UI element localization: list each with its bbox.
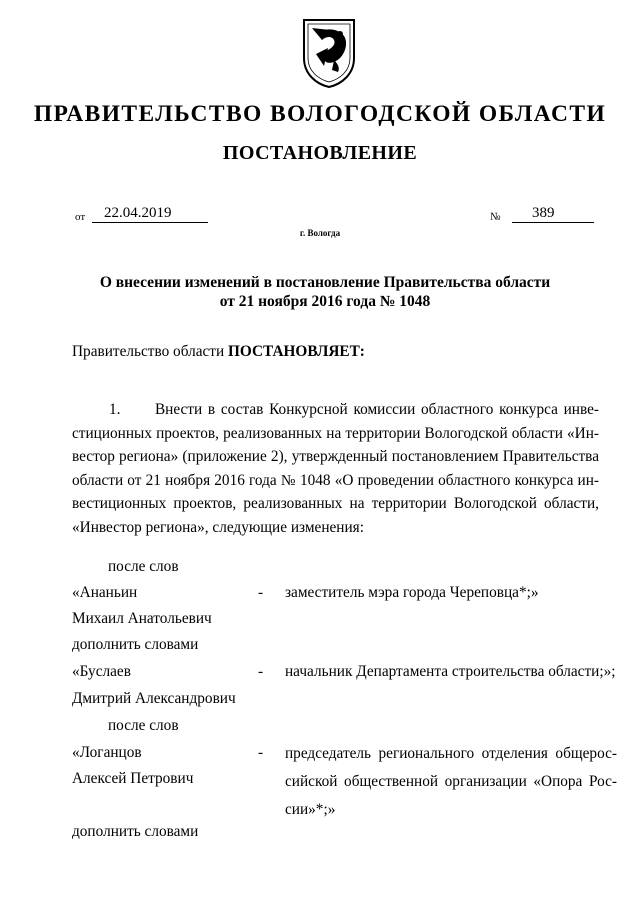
document-subject xyxy=(60,273,590,311)
city-label: г. Вологда xyxy=(299,228,341,238)
person-3-role xyxy=(285,740,617,823)
paragraph-line: вестиционных проектов, реализованных на территории Вологодской области, xyxy=(72,495,599,513)
person-1-role: заместитель мэра города Череповца*;» xyxy=(285,584,539,601)
coat-of-arms-emblem xyxy=(300,18,358,88)
person-2-dash: - xyxy=(258,663,264,680)
subject-line-2: от 21 ноября 2016 года № 1048 xyxy=(219,293,431,310)
paragraph-line: стиционных проектов, реализованных на территории Вологодской области «Ин- xyxy=(72,424,599,442)
paragraph-line: 1. Внести в состав Конкурсной комиссии областного конкурса инве- xyxy=(109,401,599,418)
person-2-role: начальник Департамента строительства области;»; xyxy=(285,663,616,680)
person-2-surname: «Буслаев xyxy=(72,663,131,680)
date-label: от xyxy=(75,211,86,223)
date-value: 22.04.2019 xyxy=(92,205,208,223)
after-words-label: после слов xyxy=(108,717,179,734)
person-1-dash: - xyxy=(258,584,264,601)
number-value: 389 xyxy=(512,205,594,223)
government-title: ПРАВИТЕЛЬСТВО ВОЛОГОДСКОЙ ОБЛАСТИ xyxy=(33,101,607,127)
person-2-name: Дмитрий Александрович xyxy=(72,690,236,707)
person-3-dash: - xyxy=(258,744,264,761)
role-line: сийской общественной организации «Опора Рос- xyxy=(285,772,617,790)
person-3-surname: «Логанцов xyxy=(72,744,142,761)
add-words-label: дополнить словами xyxy=(72,636,199,653)
person-1-surname: «Ананьин xyxy=(72,584,138,601)
after-words-label: после слов xyxy=(108,558,179,575)
preamble xyxy=(72,343,365,361)
preamble-decree: ПОСТАНОВЛЯЕТ: xyxy=(228,343,365,360)
number-label: № xyxy=(490,211,501,223)
person-3-name: Алексей Петрович xyxy=(72,770,194,787)
paragraph-line: «Инвестор региона», следующие изменения: xyxy=(72,518,364,536)
paragraph-1 xyxy=(72,398,599,540)
preamble-text: Правительство области xyxy=(72,343,229,360)
subject-line-1: О внесении изменений в постановление Правительства области xyxy=(99,274,551,291)
add-words-label: дополнить словами xyxy=(72,823,199,840)
document-type: ПОСТАНОВЛЕНИЕ xyxy=(222,142,418,164)
paragraph-line: вестор региона» (приложение 2), утвержденный постановлением Правительства xyxy=(72,448,599,466)
role-line: сии»*;» xyxy=(285,800,336,818)
person-1-name: Михаил Анатольевич xyxy=(72,610,212,627)
paragraph-line: области от 21 ноября 2016 года № 1048 «О проведении областного конкурса ин- xyxy=(72,471,599,489)
role-line: председатель регионального отделения общерос- xyxy=(285,745,617,762)
